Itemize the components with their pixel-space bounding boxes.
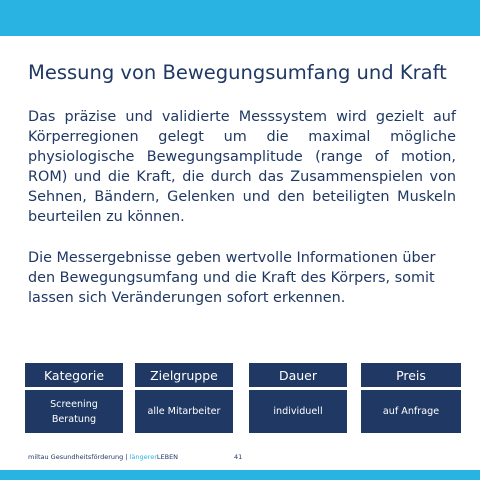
cell-zielgruppe: alle Mitarbeiter xyxy=(135,390,233,433)
cell-kategorie-line2: Beratung xyxy=(51,413,97,425)
header-zielgruppe: Zielgruppe xyxy=(135,363,233,387)
footer-company: miltau Gesundheitsförderung | xyxy=(28,453,130,461)
cell-kategorie-line1: Screening xyxy=(50,398,98,410)
footer-brand-light: länger xyxy=(129,453,151,461)
cell-kategorie xyxy=(25,390,123,433)
info-table xyxy=(25,363,461,433)
paragraph-description: Das präzise und validierte Messsystem wird gezielt auf Körperregionen gelegt um die maximal mögliche physiologische Bewegungsamplitude (range of motion, ROM) und die Kraft, die durch das Zusammenspielen von Sehnen, Bändern, Gelenken und den beteiligten Muskeln beurteilen zu können. xyxy=(28,109,456,225)
footer-brand-mid: er xyxy=(150,453,157,461)
slide-title: Messung von Bewegungsumfang und Kraft xyxy=(28,61,447,84)
bottom-accent-bar xyxy=(0,470,480,480)
header-preis: Preis xyxy=(361,363,461,387)
cell-preis: auf Anfrage xyxy=(361,390,461,433)
header-dauer: Dauer xyxy=(249,363,347,387)
paragraph-results: Die Messergebnisse geben wertvolle Informationen über den Bewegungsumfang und die Kraft des Körpers, somit lassen sich Veränderungen sofort erkennen. xyxy=(28,250,436,306)
header-kategorie: Kategorie xyxy=(25,363,123,387)
footer-brand-bold: LEBEN xyxy=(156,453,179,461)
footer xyxy=(28,453,178,461)
page-number: 41 xyxy=(234,453,243,461)
top-accent-bar xyxy=(0,0,480,36)
cell-dauer: individuell xyxy=(249,390,347,433)
